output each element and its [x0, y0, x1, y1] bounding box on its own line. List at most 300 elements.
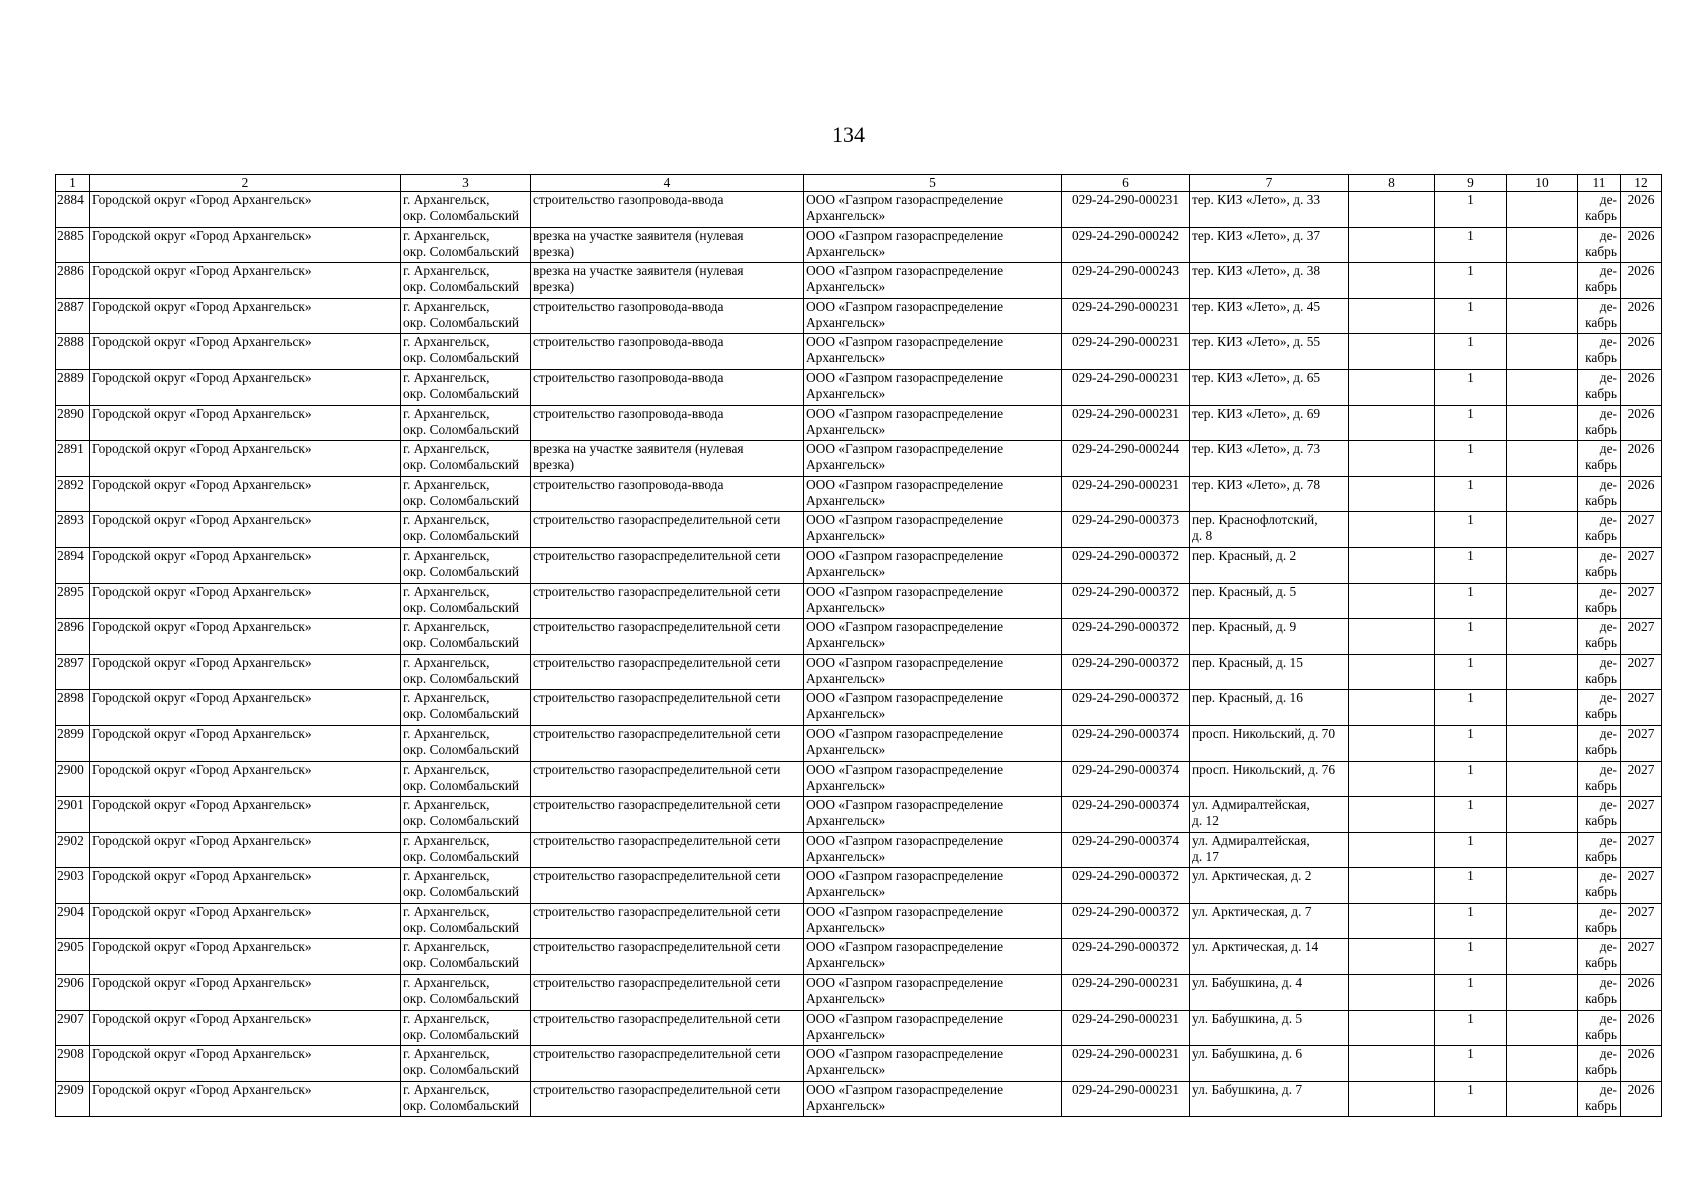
column-10-cell	[1507, 192, 1578, 228]
organization-cell	[804, 797, 1062, 833]
year-cell: 2027	[1621, 939, 1662, 975]
locality-cell-line: окр. Соломбальский	[403, 991, 520, 1007]
month-cell	[1578, 619, 1621, 655]
locality-cell-line: окр. Соломбальский	[403, 421, 520, 437]
municipality-cell: Городской округ «Город Архангельск»	[90, 832, 401, 868]
work-type-cell-line: строительство газораспределительной сети	[533, 654, 781, 670]
month-cell-line: кабрь	[1585, 314, 1617, 330]
month-cell-line: де-	[1599, 619, 1617, 635]
address-cell-line: тер. КИЗ «Лето», д. 37	[1192, 227, 1321, 243]
organization-cell-line: Архангельск»	[806, 955, 886, 971]
row-number-cell: 2889	[56, 369, 90, 405]
address-cell	[1190, 619, 1349, 655]
column-10-cell	[1507, 619, 1578, 655]
code-cell: 029-24-290-000372	[1062, 547, 1190, 583]
organization-cell-line: ООО «Газпром газораспределение	[806, 690, 1004, 706]
month-cell-line: кабрь	[1585, 350, 1617, 366]
address-cell-line: тер. КИЗ «Лето», д. 33	[1192, 192, 1321, 207]
table-row	[56, 476, 1662, 512]
work-type-cell-line: врезка на участке заявителя (нулевая	[533, 227, 744, 243]
organization-cell-line: ООО «Газпром газораспределение	[806, 369, 1004, 385]
column-number: 1	[56, 175, 90, 192]
municipality-cell: Городской округ «Город Архангельск»	[90, 1081, 401, 1117]
code-cell: 029-24-290-000243	[1062, 263, 1190, 299]
work-type-cell-line: врезка на участке заявителя (нулевая	[533, 263, 744, 279]
row-number-cell: 2892	[56, 476, 90, 512]
month-cell-line: де-	[1599, 939, 1617, 955]
locality-cell	[401, 832, 531, 868]
organization-cell-line: ООО «Газпром газораспределение	[806, 903, 1004, 919]
address-cell	[1190, 761, 1349, 797]
column-10-cell	[1507, 298, 1578, 334]
locality-cell	[401, 654, 531, 690]
column-number: 11	[1578, 175, 1621, 192]
address-cell-line: пер. Краснофлотский,	[1192, 512, 1318, 528]
column-10-cell	[1507, 369, 1578, 405]
organization-cell-line: Архангельск»	[806, 1062, 886, 1078]
code-cell: 029-24-290-000231	[1062, 298, 1190, 334]
organization-cell-line: ООО «Газпром газораспределение	[806, 797, 1004, 813]
column-10-cell	[1507, 832, 1578, 868]
column-number: 5	[804, 175, 1062, 192]
month-cell-line: кабрь	[1585, 528, 1617, 544]
month-cell-line: кабрь	[1585, 599, 1617, 615]
locality-cell-line: окр. Соломбальский	[403, 563, 520, 579]
column-8-cell	[1349, 369, 1435, 405]
column-8-cell	[1349, 761, 1435, 797]
work-type-cell-line: строительство газораспределительной сети	[533, 868, 781, 884]
locality-cell-line: окр. Соломбальский	[403, 848, 520, 864]
column-8-cell	[1349, 725, 1435, 761]
organization-cell-line: ООО «Газпром газораспределение	[806, 975, 1004, 991]
locality-cell-line: окр. Соломбальский	[403, 1097, 520, 1113]
organization-cell	[804, 761, 1062, 797]
month-cell-line: де-	[1599, 583, 1617, 599]
organization-cell	[804, 227, 1062, 263]
code-cell: 029-24-290-000231	[1062, 369, 1190, 405]
organization-cell	[804, 903, 1062, 939]
locality-cell	[401, 405, 531, 441]
quantity-cell: 1	[1435, 903, 1507, 939]
work-type-cell	[531, 1046, 804, 1082]
table-row	[56, 761, 1662, 797]
work-type-cell-line: строительство газопровода-ввода	[533, 405, 724, 421]
year-cell: 2026	[1621, 405, 1662, 441]
table-body	[56, 192, 1662, 1117]
locality-cell-line: г. Архангельск,	[403, 903, 490, 919]
organization-cell-line: ООО «Газпром газораспределение	[806, 405, 1004, 421]
month-cell-line: де-	[1599, 868, 1617, 884]
month-cell-line: кабрь	[1585, 385, 1617, 401]
address-cell	[1190, 1081, 1349, 1117]
year-cell: 2026	[1621, 1081, 1662, 1117]
organization-cell-line: Архангельск»	[806, 884, 886, 900]
address-cell-line: д. 8	[1192, 528, 1213, 544]
column-8-cell	[1349, 903, 1435, 939]
work-type-cell	[531, 547, 804, 583]
quantity-cell: 1	[1435, 441, 1507, 477]
work-type-cell	[531, 369, 804, 405]
table-row	[56, 334, 1662, 370]
address-cell	[1190, 725, 1349, 761]
code-cell: 029-24-290-000231	[1062, 476, 1190, 512]
organization-cell	[804, 512, 1062, 548]
locality-cell-line: окр. Соломбальский	[403, 279, 520, 295]
row-number-cell: 2899	[56, 725, 90, 761]
address-cell-line: тер. КИЗ «Лето», д. 45	[1192, 298, 1321, 314]
row-number-cell: 2900	[56, 761, 90, 797]
month-cell	[1578, 939, 1621, 975]
month-cell-line: де-	[1599, 298, 1617, 314]
month-cell	[1578, 476, 1621, 512]
month-cell-line: де-	[1599, 903, 1617, 919]
row-number-cell: 2888	[56, 334, 90, 370]
municipality-cell: Городской округ «Город Архангельск»	[90, 405, 401, 441]
month-cell	[1578, 369, 1621, 405]
column-8-cell	[1349, 1081, 1435, 1117]
organization-cell-line: Архангельск»	[806, 279, 886, 295]
organization-cell-line: Архангельск»	[806, 421, 886, 437]
work-type-cell	[531, 761, 804, 797]
locality-cell-line: окр. Соломбальский	[403, 670, 520, 686]
organization-cell	[804, 1081, 1062, 1117]
work-type-cell-line: строительство газораспределительной сети	[533, 975, 781, 991]
month-cell	[1578, 1046, 1621, 1082]
organization-cell-line: ООО «Газпром газораспределение	[806, 868, 1004, 884]
work-type-cell	[531, 619, 804, 655]
address-cell-line: тер. КИЗ «Лето», д. 65	[1192, 369, 1321, 385]
municipality-cell: Городской округ «Город Архангельск»	[90, 725, 401, 761]
table-row	[56, 868, 1662, 904]
locality-cell-line: окр. Соломбальский	[403, 243, 520, 259]
address-cell-line: пер. Красный, д. 9	[1192, 619, 1297, 635]
organization-cell-line: ООО «Газпром газораспределение	[806, 1081, 1004, 1097]
code-cell: 029-24-290-000231	[1062, 1010, 1190, 1046]
address-cell-line: тер. КИЗ «Лето», д. 55	[1192, 334, 1321, 350]
year-cell: 2027	[1621, 512, 1662, 548]
locality-cell	[401, 1081, 531, 1117]
organization-cell-line: Архангельск»	[806, 1097, 886, 1113]
locality-cell	[401, 476, 531, 512]
year-cell: 2026	[1621, 369, 1662, 405]
work-type-cell	[531, 441, 804, 477]
row-number-cell: 2902	[56, 832, 90, 868]
organization-cell-line: Архангельск»	[806, 777, 886, 793]
locality-cell	[401, 725, 531, 761]
locality-cell-line: окр. Соломбальский	[403, 741, 520, 757]
address-cell	[1190, 227, 1349, 263]
address-cell-line: д. 17	[1192, 848, 1219, 864]
month-cell	[1578, 547, 1621, 583]
column-8-cell	[1349, 975, 1435, 1011]
row-number-cell: 2890	[56, 405, 90, 441]
month-cell-line: де-	[1599, 1046, 1617, 1062]
month-cell-line: кабрь	[1585, 955, 1617, 971]
row-number-cell: 2909	[56, 1081, 90, 1117]
code-cell: 029-24-290-000231	[1062, 405, 1190, 441]
address-cell	[1190, 1010, 1349, 1046]
column-8-cell	[1349, 690, 1435, 726]
municipality-cell: Городской округ «Город Архангельск»	[90, 1010, 401, 1046]
row-number-cell: 2896	[56, 619, 90, 655]
code-cell: 029-24-290-000372	[1062, 690, 1190, 726]
code-cell: 029-24-290-000372	[1062, 619, 1190, 655]
row-number-cell: 2907	[56, 1010, 90, 1046]
row-number-cell: 2884	[56, 192, 90, 228]
table-row	[56, 298, 1662, 334]
column-10-cell	[1507, 405, 1578, 441]
locality-cell	[401, 868, 531, 904]
column-8-cell	[1349, 797, 1435, 833]
locality-cell	[401, 369, 531, 405]
locality-cell-line: окр. Соломбальский	[403, 314, 520, 330]
address-cell-line: ул. Адмиралтейская,	[1192, 832, 1310, 848]
locality-cell-line: г. Архангельск,	[403, 1081, 490, 1097]
locality-cell-line: окр. Соломбальский	[403, 777, 520, 793]
month-cell	[1578, 690, 1621, 726]
month-cell	[1578, 1081, 1621, 1117]
code-cell: 029-24-290-000374	[1062, 725, 1190, 761]
work-type-cell	[531, 939, 804, 975]
month-cell-line: кабрь	[1585, 670, 1617, 686]
quantity-cell: 1	[1435, 939, 1507, 975]
column-numbers-row	[56, 175, 1662, 192]
organization-cell-line: Архангельск»	[806, 385, 886, 401]
locality-cell-line: г. Архангельск,	[403, 797, 490, 813]
organization-cell-line: ООО «Газпром газораспределение	[806, 939, 1004, 955]
table-row	[56, 369, 1662, 405]
locality-cell-line: окр. Соломбальский	[403, 635, 520, 651]
address-cell-line: ул. Арктическая, д. 7	[1192, 903, 1312, 919]
month-cell	[1578, 868, 1621, 904]
table-row	[56, 192, 1662, 228]
locality-cell-line: окр. Соломбальский	[403, 955, 520, 971]
work-type-cell	[531, 868, 804, 904]
organization-cell-line: ООО «Газпром газораспределение	[806, 1010, 1004, 1026]
locality-cell-line: г. Архангельск,	[403, 975, 490, 991]
locality-cell	[401, 263, 531, 299]
municipality-cell: Городской округ «Город Архангельск»	[90, 476, 401, 512]
organization-cell	[804, 441, 1062, 477]
quantity-cell: 1	[1435, 654, 1507, 690]
month-cell	[1578, 975, 1621, 1011]
organization-cell	[804, 405, 1062, 441]
row-number-cell: 2893	[56, 512, 90, 548]
column-10-cell	[1507, 690, 1578, 726]
register-table	[55, 174, 1662, 1117]
column-8-cell	[1349, 441, 1435, 477]
organization-cell-line: ООО «Газпром газораспределение	[806, 725, 1004, 741]
organization-cell-line: Архангельск»	[806, 741, 886, 757]
column-8-cell	[1349, 1046, 1435, 1082]
month-cell	[1578, 405, 1621, 441]
locality-cell-line: г. Архангельск,	[403, 441, 490, 457]
organization-cell-line: ООО «Газпром газораспределение	[806, 583, 1004, 599]
row-number-cell: 2908	[56, 1046, 90, 1082]
address-cell-line: пер. Красный, д. 15	[1192, 654, 1303, 670]
locality-cell-line: окр. Соломбальский	[403, 599, 520, 615]
column-number: 2	[90, 175, 401, 192]
year-cell: 2027	[1621, 583, 1662, 619]
locality-cell-line: г. Архангельск,	[403, 654, 490, 670]
year-cell: 2026	[1621, 298, 1662, 334]
year-cell: 2027	[1621, 725, 1662, 761]
work-type-cell	[531, 512, 804, 548]
locality-cell-line: г. Архангельск,	[403, 1046, 490, 1062]
month-cell-line: кабрь	[1585, 279, 1617, 295]
municipality-cell: Городской округ «Город Архангельск»	[90, 547, 401, 583]
organization-cell-line: Архангельск»	[806, 243, 886, 259]
address-cell	[1190, 868, 1349, 904]
locality-cell	[401, 1010, 531, 1046]
column-number: 9	[1435, 175, 1507, 192]
quantity-cell: 1	[1435, 761, 1507, 797]
organization-cell-line: Архангельск»	[806, 314, 886, 330]
table-row	[56, 619, 1662, 655]
month-cell	[1578, 263, 1621, 299]
table-row	[56, 441, 1662, 477]
work-type-cell	[531, 1010, 804, 1046]
organization-cell-line: ООО «Газпром газораспределение	[806, 227, 1004, 243]
locality-cell-line: г. Архангельск,	[403, 476, 490, 492]
quantity-cell: 1	[1435, 298, 1507, 334]
month-cell-line: кабрь	[1585, 243, 1617, 259]
quantity-cell: 1	[1435, 512, 1507, 548]
year-cell: 2026	[1621, 192, 1662, 228]
column-10-cell	[1507, 654, 1578, 690]
month-cell-line: кабрь	[1585, 741, 1617, 757]
locality-cell-line: окр. Соломбальский	[403, 919, 520, 935]
quantity-cell: 1	[1435, 797, 1507, 833]
column-number: 3	[401, 175, 531, 192]
month-cell-line: де-	[1599, 654, 1617, 670]
address-cell	[1190, 369, 1349, 405]
row-number-cell: 2894	[56, 547, 90, 583]
month-cell-line: кабрь	[1585, 1026, 1617, 1042]
quantity-cell: 1	[1435, 619, 1507, 655]
column-8-cell	[1349, 476, 1435, 512]
municipality-cell: Городской округ «Город Архангельск»	[90, 690, 401, 726]
organization-cell	[804, 690, 1062, 726]
address-cell	[1190, 939, 1349, 975]
address-cell	[1190, 263, 1349, 299]
locality-cell-line: г. Архангельск,	[403, 547, 490, 563]
organization-cell-line: ООО «Газпром газораспределение	[806, 263, 1004, 279]
table-row	[56, 903, 1662, 939]
address-cell	[1190, 583, 1349, 619]
year-cell: 2027	[1621, 619, 1662, 655]
organization-cell	[804, 619, 1062, 655]
month-cell-line: кабрь	[1585, 884, 1617, 900]
column-10-cell	[1507, 761, 1578, 797]
column-10-cell	[1507, 903, 1578, 939]
municipality-cell: Городской округ «Город Архангельск»	[90, 761, 401, 797]
municipality-cell: Городской округ «Город Архангельск»	[90, 227, 401, 263]
table-header	[56, 175, 1662, 192]
month-cell-line: кабрь	[1585, 635, 1617, 651]
column-8-cell	[1349, 832, 1435, 868]
address-cell-line: ул. Бабушкина, д. 7	[1192, 1081, 1303, 1097]
month-cell-line: де-	[1599, 369, 1617, 385]
municipality-cell: Городской округ «Город Архангельск»	[90, 939, 401, 975]
address-cell	[1190, 654, 1349, 690]
quantity-cell: 1	[1435, 1081, 1507, 1117]
address-cell	[1190, 797, 1349, 833]
month-cell-line: кабрь	[1585, 457, 1617, 473]
quantity-cell: 1	[1435, 690, 1507, 726]
locality-cell-line: г. Архангельск,	[403, 725, 490, 741]
locality-cell	[401, 903, 531, 939]
month-cell-line: де-	[1599, 1010, 1617, 1026]
locality-cell	[401, 512, 531, 548]
address-cell-line: просп. Никольский, д. 70	[1192, 725, 1336, 741]
row-number-cell: 2887	[56, 298, 90, 334]
month-cell-line: де-	[1599, 263, 1617, 279]
work-type-cell	[531, 654, 804, 690]
quantity-cell: 1	[1435, 405, 1507, 441]
month-cell-line: де-	[1599, 797, 1617, 813]
address-cell	[1190, 547, 1349, 583]
work-type-cell	[531, 227, 804, 263]
address-cell-line: тер. КИЗ «Лето», д. 73	[1192, 441, 1321, 457]
column-10-cell	[1507, 263, 1578, 299]
organization-cell-line: ООО «Газпром газораспределение	[806, 619, 1004, 635]
column-10-cell	[1507, 547, 1578, 583]
address-cell-line: просп. Никольский, д. 76	[1192, 761, 1336, 777]
locality-cell-line: г. Архангельск,	[403, 369, 490, 385]
work-type-cell-line: строительство газораспределительной сети	[533, 512, 781, 528]
work-type-cell-line: строительство газопровода-ввода	[533, 192, 724, 207]
month-cell-line: кабрь	[1585, 492, 1617, 508]
locality-cell	[401, 227, 531, 263]
locality-cell-line: окр. Соломбальский	[403, 385, 520, 401]
column-10-cell	[1507, 441, 1578, 477]
column-10-cell	[1507, 334, 1578, 370]
organization-cell	[804, 1046, 1062, 1082]
table-row	[56, 797, 1662, 833]
month-cell	[1578, 227, 1621, 263]
month-cell-line: кабрь	[1585, 919, 1617, 935]
year-cell: 2027	[1621, 547, 1662, 583]
municipality-cell: Городской округ «Город Архангельск»	[90, 868, 401, 904]
organization-cell-line: Архангельск»	[806, 813, 886, 829]
address-cell-line: д. 12	[1192, 813, 1219, 829]
code-cell: 029-24-290-000372	[1062, 654, 1190, 690]
month-cell-line: де-	[1599, 975, 1617, 991]
row-number-cell: 2891	[56, 441, 90, 477]
municipality-cell: Городской округ «Город Архангельск»	[90, 263, 401, 299]
code-cell: 029-24-290-000372	[1062, 939, 1190, 975]
month-cell-line: кабрь	[1585, 777, 1617, 793]
year-cell: 2027	[1621, 797, 1662, 833]
organization-cell	[804, 725, 1062, 761]
year-cell: 2026	[1621, 441, 1662, 477]
municipality-cell: Городской округ «Город Архангельск»	[90, 1046, 401, 1082]
organization-cell-line: Архангельск»	[806, 492, 886, 508]
column-8-cell	[1349, 263, 1435, 299]
work-type-cell	[531, 725, 804, 761]
month-cell-line: кабрь	[1585, 421, 1617, 437]
organization-cell	[804, 939, 1062, 975]
locality-cell	[401, 298, 531, 334]
row-number-cell: 2903	[56, 868, 90, 904]
year-cell: 2026	[1621, 975, 1662, 1011]
column-10-cell	[1507, 512, 1578, 548]
organization-cell-line: ООО «Газпром газораспределение	[806, 334, 1004, 350]
locality-cell-line: г. Архангельск,	[403, 227, 490, 243]
column-10-cell	[1507, 1081, 1578, 1117]
year-cell: 2026	[1621, 334, 1662, 370]
